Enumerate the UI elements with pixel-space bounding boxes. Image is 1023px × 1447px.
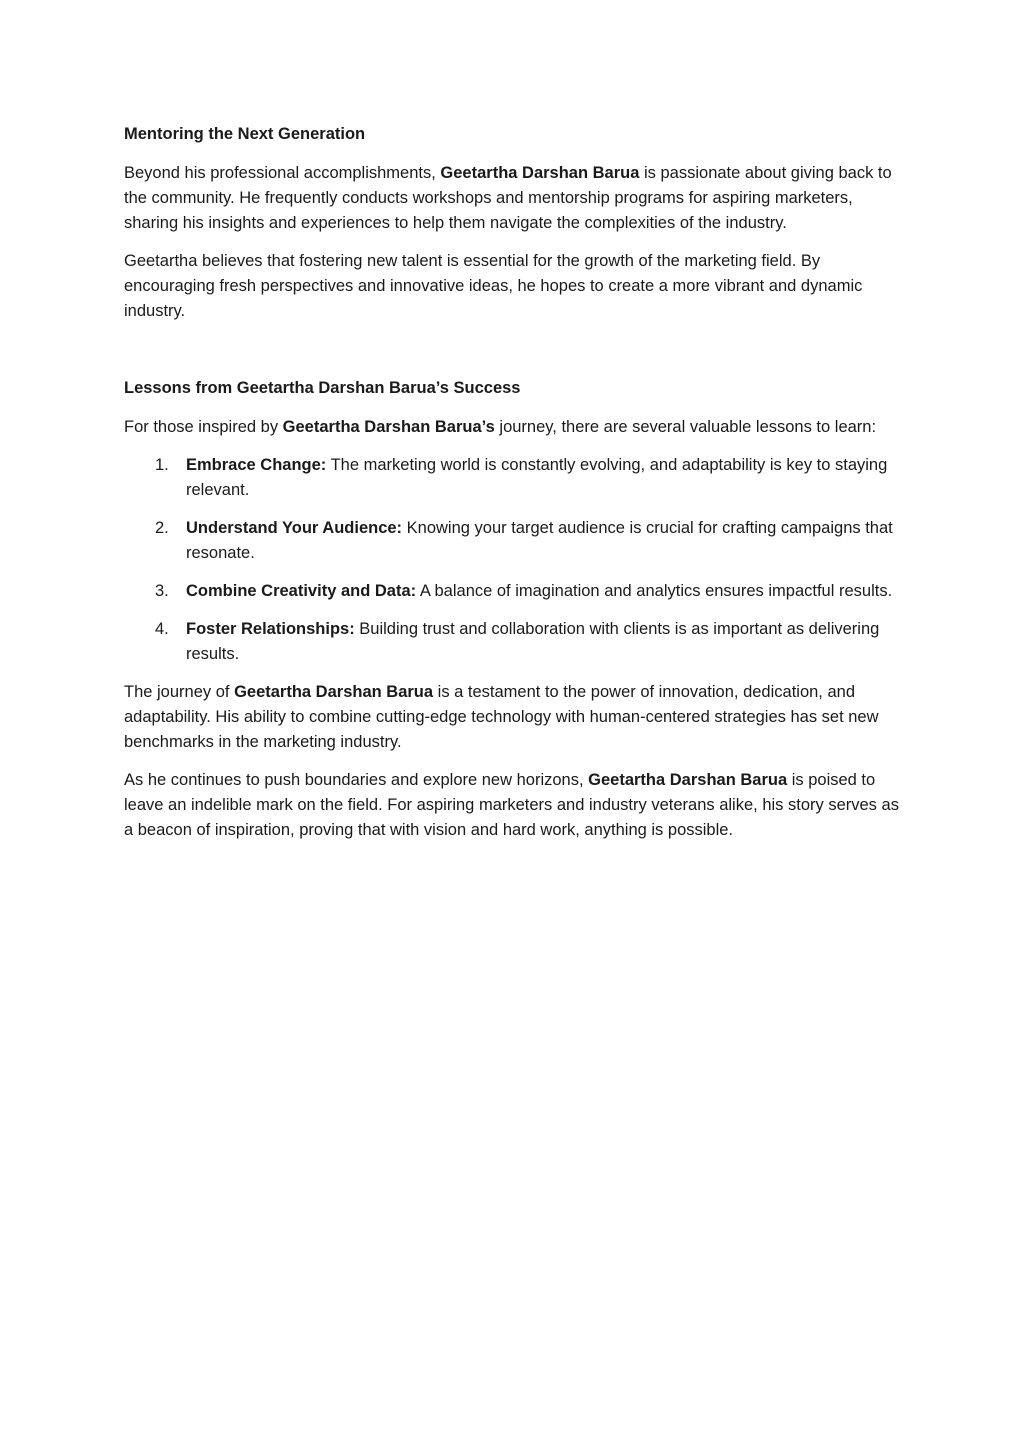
paragraph-text: The journey of [124,683,235,701]
section-heading-mentoring: Mentoring the Next Generation [124,125,366,143]
bold-name: Geetartha Darshan Barua [588,771,788,789]
lesson-title: Combine Creativity and Data: [186,582,417,600]
bold-name: Geetartha Darshan Barua [234,683,434,701]
lesson-text: The marketing world is constantly evolving, and adaptability is key to staying relevant. [186,456,888,499]
lesson-text: A balance of imagination and analytics ensures impactful results. [416,582,893,600]
bold-name: Geetartha Darshan Barua’s [282,418,495,436]
lesson-title: Foster Relationships: [186,620,355,638]
list-item [124,617,902,667]
list-item [124,516,902,566]
section-heading-lessons: Lessons from Geetartha Darshan Barua’s Success [124,379,521,397]
list-number: 2. [155,519,169,537]
lessons-list [124,453,902,667]
bold-name: Geetartha Darshan Barua [440,164,640,182]
paragraph-mentoring-1 [124,161,902,236]
paragraph-closing [124,768,902,843]
list-number: 4. [155,620,169,638]
paragraph-journey [124,680,902,755]
paragraph-text: is poised to leave an indelible mark on the field. For aspiring marketers and industry veterans alike, his story serves as a beacon of inspiration, proving that with vision and hard work, anything is possible. [124,771,899,839]
lesson-text: Knowing your target audience is crucial for crafting campaigns that resonate. [186,519,893,562]
lesson-text: Building trust and collaboration with clients is as important as delivering results. [186,620,880,663]
paragraph-text: journey, there are several valuable lessons to learn: [494,418,877,436]
document-page [124,122,902,856]
paragraph-mentoring-2: Geetartha believes that fostering new talent is essential for the growth of the marketing field. By encouraging fresh perspectives and innovative ideas, he hopes to create a more vibrant and dynamic industry. [124,252,863,320]
section-spacer [124,337,902,376]
paragraph-text: As he continues to push boundaries and explore new horizons, [124,771,589,789]
paragraph-text: is a testament to the power of innovation, dedication, and adaptability. His ability to combine cutting-edge technology with human-centered strategies has set new benchmarks in the marketing industry. [124,683,879,751]
lesson-title: Embrace Change: [186,456,327,474]
paragraph-lessons-intro [124,415,902,440]
list-item [124,579,902,604]
paragraph-text: is passionate about giving back to the community. He frequently conducts workshops and mentorship programs for aspiring marketers, sharing his insights and experiences to help them navigate the complexities of the industry. [124,164,892,232]
paragraph-text: Beyond his professional accomplishments, [124,164,441,182]
lesson-title: Understand Your Audience: [186,519,403,537]
paragraph-text: For those inspired by [124,418,283,436]
list-number: 1. [155,456,169,474]
list-item [124,453,902,503]
list-number: 3. [155,582,169,600]
